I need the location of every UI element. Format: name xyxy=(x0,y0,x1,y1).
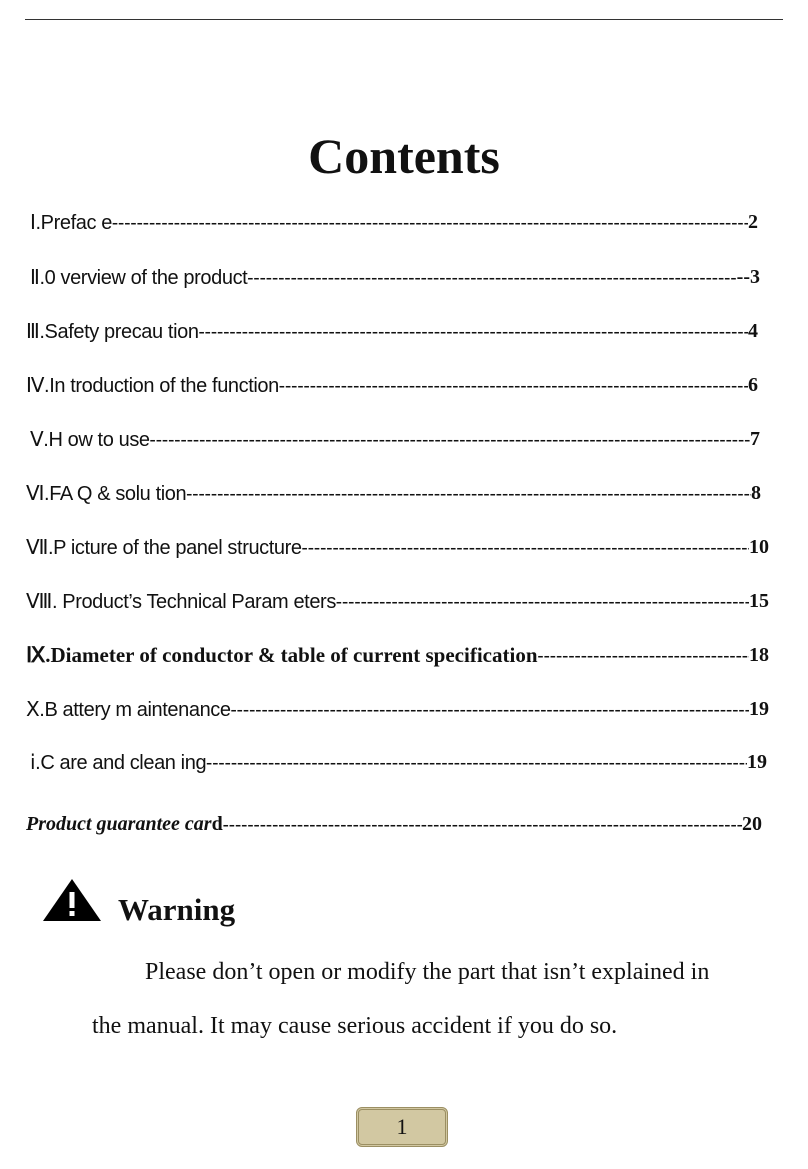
toc-leader xyxy=(112,212,748,233)
toc-item-page: 15 xyxy=(749,589,769,612)
toc-item-label: Ⅴ.H ow to use xyxy=(30,428,150,451)
toc-item xyxy=(26,533,769,561)
toc-leader xyxy=(199,321,748,342)
toc-item xyxy=(26,695,769,723)
toc-item xyxy=(26,371,758,399)
toc-item xyxy=(26,479,761,507)
toc-item-label: Ⅲ.Safety precau tion xyxy=(26,320,199,343)
toc-item-page: 7 xyxy=(750,427,760,450)
toc-item-page: 20 xyxy=(742,812,762,835)
toc-item-label: Product guarantee car xyxy=(26,812,212,835)
toc-item-label: Ⅱ.0 verview of the product xyxy=(30,266,248,289)
toc-item xyxy=(30,425,760,453)
toc-item xyxy=(30,208,758,236)
warning-triangle-icon xyxy=(42,878,102,922)
warning-text-line1: Please don’t open or modify the part that isn’t explained in xyxy=(145,959,710,985)
toc-item xyxy=(26,587,769,615)
warning-title: Warning xyxy=(118,892,236,927)
toc-leader xyxy=(150,429,750,450)
toc-item-label: Ⅷ. Product’s Technical Param eters xyxy=(26,590,336,613)
toc-leader xyxy=(302,537,749,558)
toc-leader xyxy=(336,591,749,612)
toc-item-page: 19 xyxy=(747,750,767,773)
toc-item-label: Ⅸ.Diameter of conductor & table of current specification xyxy=(26,642,538,667)
toc-item-label-tail: d xyxy=(211,812,223,835)
toc-item-label: Ⅳ.In troduction of the function xyxy=(26,374,279,397)
toc-item-label: Ⅹ.B attery m aintenance xyxy=(26,698,231,721)
toc-item-page: 6 xyxy=(748,373,758,396)
toc-item xyxy=(26,641,769,669)
toc-leader xyxy=(186,483,751,504)
toc-item-page: 10 xyxy=(749,535,769,558)
top-rule xyxy=(25,19,783,20)
toc-item-page: --3 xyxy=(736,265,760,288)
toc-leader xyxy=(247,267,736,288)
page-title: Contents xyxy=(308,128,500,184)
toc-item-label: Ⅶ.P icture of the panel structure xyxy=(26,536,302,559)
toc-leader xyxy=(223,814,742,835)
toc-leader xyxy=(279,375,748,396)
toc-leader xyxy=(538,645,750,666)
toc-item xyxy=(26,317,758,345)
toc-leader xyxy=(206,752,747,773)
toc-item-label: Ⅵ.FA Q & solu tion xyxy=(26,482,187,505)
toc-item-page: 19 xyxy=(749,697,769,720)
toc-item-label: ⅰ.C are and clean ing xyxy=(30,751,207,774)
toc-item xyxy=(30,748,767,776)
toc-item-page: 18 xyxy=(749,643,769,666)
toc-item xyxy=(26,810,762,838)
toc-item xyxy=(30,263,760,291)
toc-item-page: 8 xyxy=(751,481,761,504)
toc-item-page: 2 xyxy=(748,210,758,233)
toc-leader xyxy=(231,699,749,720)
page-number: 1 xyxy=(356,1107,448,1147)
toc-item-label: Ⅰ.Prefac e xyxy=(30,211,112,234)
toc-item-page: 4 xyxy=(748,319,758,342)
warning-text-line2: the manual. It may cause serious accident if you do so. xyxy=(92,1013,618,1039)
